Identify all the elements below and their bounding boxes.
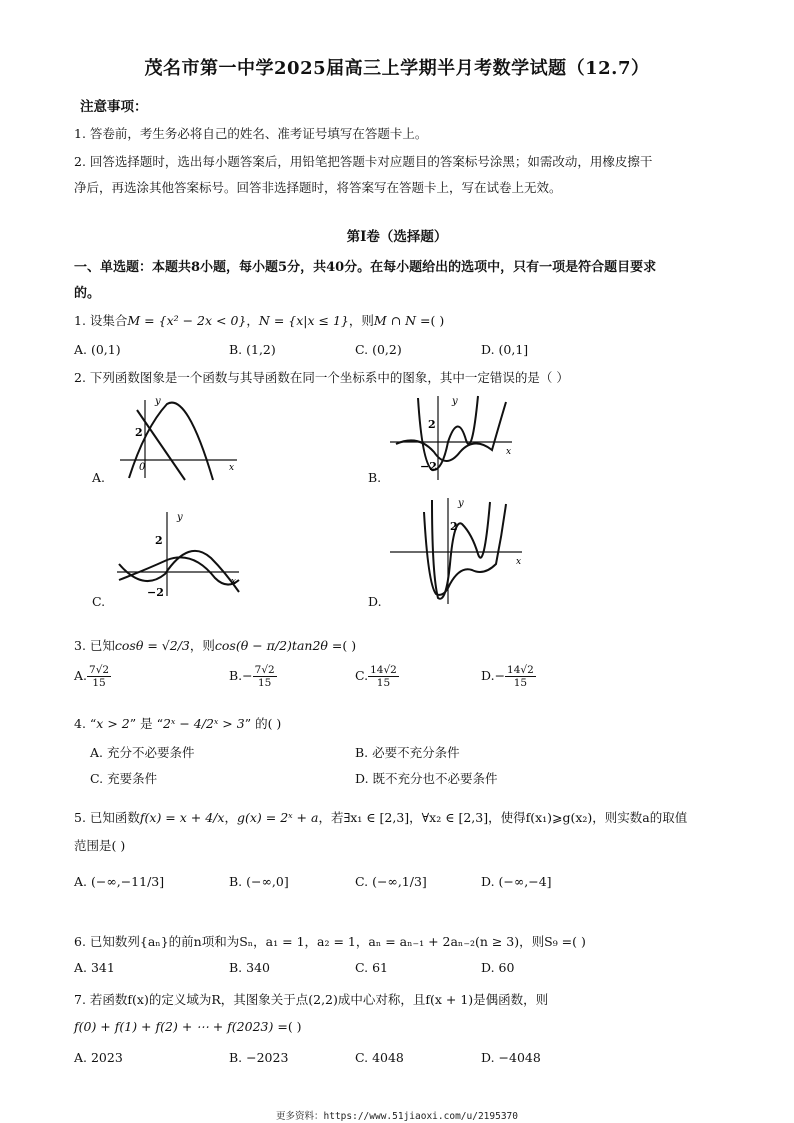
graph-b-tick-2: 2 xyxy=(428,418,436,431)
q3-option-a-numerator: 7√2 xyxy=(89,664,110,676)
graph-c-x-label: x xyxy=(231,577,237,587)
q3-option-d-numerator: 14√2 xyxy=(507,664,534,676)
notice-item-1: 1. 答卷前，考生务必将自己的姓名、准考证号填写在答题卡上。 xyxy=(74,126,428,141)
notice-item-2-line-1: 2. 回答选择题时，选出每小题答案后，用铅笔把答题卡对应题目的答案标号涂黑；如需改动，用橡皮擦干 xyxy=(74,154,653,169)
q2-graph-d xyxy=(388,494,528,606)
q5-prefix: 5. 已知函数 xyxy=(74,810,140,825)
graph-b-y-label: y xyxy=(452,396,458,407)
footer-resource-link[interactable]: 更多资料：https://www.51jiaoxi.com/u/2195370 xyxy=(276,1111,518,1122)
graph-b-curve-1 xyxy=(418,396,478,470)
q2-graph-c xyxy=(115,508,245,598)
graph-d-tick-2: 2 xyxy=(450,520,458,533)
q3-option-a-fraction xyxy=(87,664,111,689)
q6-option-a: A. 341 xyxy=(74,960,115,975)
question-1 xyxy=(74,311,444,329)
q3-option-d-fraction xyxy=(505,664,536,689)
q1-bracket: ( ) xyxy=(430,313,445,328)
question-5-line-1 xyxy=(74,808,687,826)
q6-bracket: ( ) xyxy=(572,934,586,949)
q3-option-d-label: D. xyxy=(481,668,495,683)
graph-d-curve-1 xyxy=(432,500,490,599)
question-7-line-1: 7. 若函数f(x)的定义域为R，其图象关于点(2,2)成中心对称，且f(x + 1)是偶函数，则 xyxy=(74,992,549,1007)
question-2: 2. 下列函数图象是一个函数与其导函数在同一个坐标系中的图象，其中一定错误的是（ ） xyxy=(74,370,569,385)
question-4 xyxy=(74,714,281,732)
q6-option-b: B. 340 xyxy=(229,960,270,975)
q3-option-b-numerator: 7√2 xyxy=(254,664,275,676)
graph-a-origin: 0 xyxy=(139,462,146,473)
q1-mid: ，则 xyxy=(348,313,374,328)
section-1-instructions-line-1: 一、单选题：本题共8小题，每小题5分，共40分。在每小题给出的选项中，只有一项是符合题目要求 xyxy=(74,260,657,275)
q4-cond-2: 2ˣ − 4/2ˣ > 3 xyxy=(162,716,245,731)
q3-option-a-denominator: 15 xyxy=(92,677,106,689)
q3-given: cosθ = √2/3 xyxy=(114,638,190,653)
graph-b-x-label: x xyxy=(506,447,512,457)
question-5-line-2: 范围是( ) xyxy=(74,838,126,853)
graph-c-curve-2 xyxy=(119,557,239,584)
q3-option-b-sign: − xyxy=(242,668,253,683)
q1-expr: M ∩ N = xyxy=(373,313,431,328)
notice-heading: 注意事项： xyxy=(80,99,148,115)
q6-option-d: D. 60 xyxy=(481,960,515,975)
q5-option-b: B. (−∞,0] xyxy=(229,874,289,889)
q4-suffix: ” 的( ) xyxy=(244,716,282,731)
q3-option-b-fraction xyxy=(253,664,277,689)
q3-option-b-denominator: 15 xyxy=(258,677,272,689)
q4-option-c: C. 充要条件 xyxy=(90,771,158,786)
q2-graph-b xyxy=(388,392,518,482)
q7-option-a: A. 2023 xyxy=(74,1050,123,1065)
q3-mid: ，则 xyxy=(189,638,215,653)
graph-a-x-label: x xyxy=(229,463,235,473)
q2-label-c: C. xyxy=(92,594,106,609)
q5-option-c: C. (−∞,1/3] xyxy=(355,874,427,889)
q1-prefix: 1. 设集合 xyxy=(74,313,128,328)
question-6 xyxy=(74,932,586,950)
q3-option-a xyxy=(74,664,111,689)
q6-option-c: C. 61 xyxy=(355,960,388,975)
q1-option-a: A. (0,1) xyxy=(74,342,121,357)
q7-option-c: C. 4048 xyxy=(355,1050,404,1065)
paper-title: 茂名市第一中学2025届高三上学期半月考数学试题（12.7） xyxy=(144,58,650,79)
q5-f: f(x) = x + 4/x xyxy=(139,810,225,825)
q3-option-a-label: A. xyxy=(74,668,88,683)
q4-option-a: A. 充分不必要条件 xyxy=(90,745,195,760)
q3-option-d-sign: − xyxy=(494,668,506,683)
q5-cond: ，若∃x₁ ∈ [2,3]，∀x₂ ∈ [2,3]，使得f(x₁)⩾g(x₂)，则实数a的取值 xyxy=(318,810,688,825)
q4-cond-1: x > 2 xyxy=(96,716,130,731)
q5-g: g(x) = 2ˣ + a xyxy=(236,810,319,825)
q1-option-d: D. (0,1] xyxy=(481,342,529,357)
question-3 xyxy=(74,636,356,654)
q1-set-n: N = {x|x ≤ 1} xyxy=(258,313,349,328)
q3-option-c-numerator: 14√2 xyxy=(370,664,397,676)
graph-c-y-label: y xyxy=(177,512,183,523)
graph-b-curve-2 xyxy=(396,402,506,461)
q2-label-b: B. xyxy=(368,470,382,485)
graph-a-tick-2: 2 xyxy=(135,426,143,439)
q3-option-c-denominator: 15 xyxy=(376,677,391,689)
q3-option-b xyxy=(229,664,277,689)
q7-bracket: ( ) xyxy=(287,1019,302,1034)
q3-option-c-label: C. xyxy=(355,668,369,683)
q7-sum-expr: f(0) + f(1) + f(2) + ⋯ + f(2023) = xyxy=(74,1019,288,1034)
graph-b-tick-neg-2: −2 xyxy=(420,460,437,473)
graph-a-y-label: y xyxy=(155,396,161,407)
q3-option-d-denominator: 15 xyxy=(513,677,528,689)
q2-graph-a xyxy=(115,392,245,482)
graph-d-y-label: y xyxy=(458,498,464,509)
graph-d-curve-2 xyxy=(424,504,506,595)
q3-option-d xyxy=(481,664,536,689)
part-1-title: 第Ⅰ卷（选择题） xyxy=(346,229,448,245)
q3-option-b-label: B. xyxy=(229,668,243,683)
q4-option-b: B. 必要不充分条件 xyxy=(355,745,460,760)
q3-bracket: ( ) xyxy=(342,638,357,653)
q7-option-b: B. −2023 xyxy=(229,1050,289,1065)
q3-option-c-fraction xyxy=(368,664,399,689)
q3-option-c xyxy=(355,664,399,689)
q5-sep: ， xyxy=(224,810,237,825)
graph-c-tick-2: 2 xyxy=(155,534,163,547)
q6-text: 6. 已知数列{aₙ}的前n项和为Sₙ，a₁ = 1，a₂ = 1，aₙ = aₙ₋₁ + 2aₙ₋₂(n ≥ 3)，则S₉ = xyxy=(74,934,573,949)
question-7-line-2 xyxy=(74,1019,302,1034)
graph-c-tick-neg-2: −2 xyxy=(147,586,164,598)
q4-option-d: D. 既不充分也不必要条件 xyxy=(355,771,498,786)
q4-prefix: 4. “ xyxy=(74,716,97,731)
q3-expr: cos(θ − π/2)tan2θ = xyxy=(214,638,343,653)
q3-prefix: 3. 已知 xyxy=(74,638,115,653)
q5-option-a: A. (−∞,−11/3] xyxy=(74,874,165,889)
q2-label-a: A. xyxy=(92,470,106,485)
q1-option-c: C. (0,2) xyxy=(355,342,402,357)
q1-option-b: B. (1,2) xyxy=(229,342,276,357)
graph-d-x-label: x xyxy=(516,557,522,567)
notice-item-2-line-2: 净后，再选涂其他答案标号。回答非选择题时，将答案写在答题卡上，写在试卷上无效。 xyxy=(74,180,562,195)
q1-set-m: M = {x² − 2x < 0} xyxy=(127,313,247,328)
section-1-instructions-line-2: 的。 xyxy=(74,286,101,301)
q5-option-d: D. (−∞,−4] xyxy=(481,874,552,889)
q1-sep: ， xyxy=(246,313,259,328)
q2-label-d: D. xyxy=(368,594,382,609)
q4-mid: ” 是 “ xyxy=(129,716,163,731)
q7-option-d: D. −4048 xyxy=(481,1050,541,1065)
